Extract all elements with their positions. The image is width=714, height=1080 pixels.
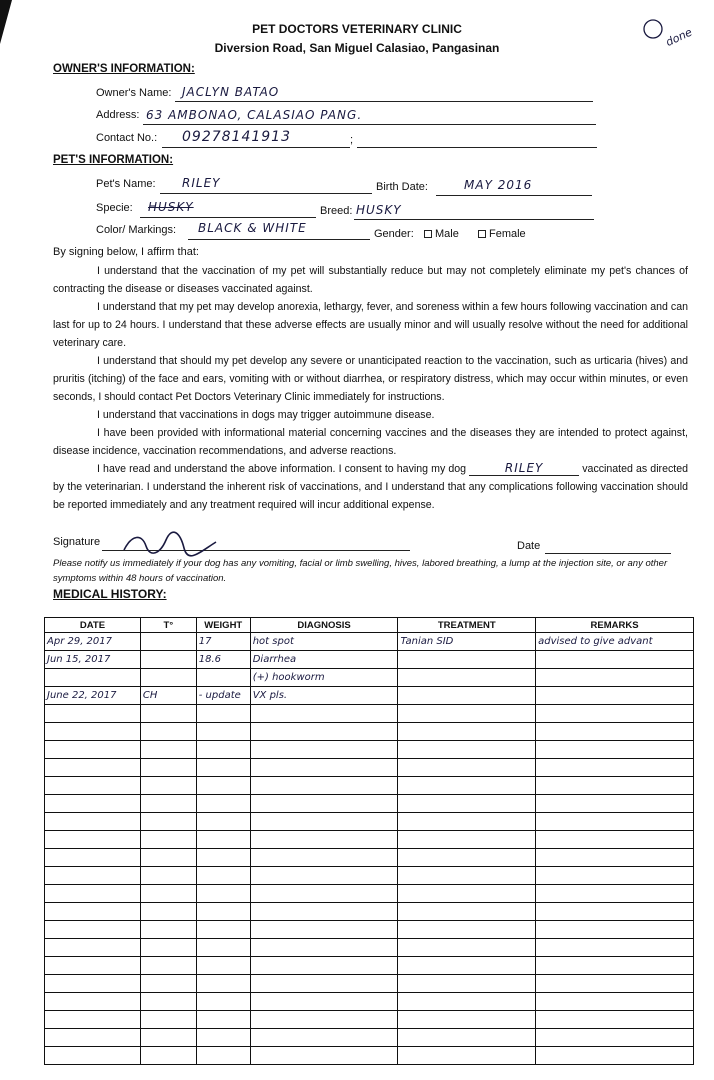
table-cell[interactable]	[536, 993, 694, 1011]
table-cell[interactable]	[140, 885, 196, 903]
table-row	[45, 1047, 694, 1065]
consent-p6-after: vaccinated as directed by the veterinarian. I understand the inherent risk of vaccinations, and I understand that any complications following vaccination should be reported immediately and any treatment required will incur additional expense.	[53, 463, 688, 511]
table-cell[interactable]	[536, 885, 694, 903]
table-cell[interactable]	[196, 993, 250, 1011]
table-cell[interactable]	[398, 651, 536, 669]
gender-male-option[interactable]	[424, 228, 459, 240]
birth-date-label: Birth Date:	[376, 181, 428, 193]
table-cell[interactable]	[536, 759, 694, 777]
table-cell[interactable]	[536, 975, 694, 993]
table-row	[45, 975, 694, 993]
table-cell[interactable]	[250, 903, 398, 921]
table-cell[interactable]: Diarrhea	[250, 651, 398, 669]
column-header: WEIGHT	[196, 618, 250, 633]
specie-value[interactable]: HUSKY	[148, 200, 194, 214]
table-cell[interactable]: hot spot	[250, 633, 398, 651]
table-cell[interactable]	[398, 975, 536, 993]
breed-label: Breed:	[320, 205, 353, 217]
table-cell[interactable]	[196, 921, 250, 939]
owner-name-line	[175, 101, 593, 102]
table-cell[interactable]: Jun 15, 2017	[45, 651, 141, 669]
gender-label: Gender:	[374, 228, 414, 240]
table-cell[interactable]	[536, 867, 694, 885]
table-row	[45, 849, 694, 867]
table-cell[interactable]	[398, 957, 536, 975]
table-cell[interactable]: advised to give advant	[536, 633, 694, 651]
table-cell[interactable]	[140, 939, 196, 957]
table-cell[interactable]	[45, 885, 141, 903]
table-cell[interactable]: June 22, 2017	[45, 687, 141, 705]
table-row	[45, 669, 694, 687]
table-cell[interactable]	[536, 1047, 694, 1065]
table-cell[interactable]	[536, 957, 694, 975]
table-cell[interactable]	[196, 1011, 250, 1029]
table-cell[interactable]	[536, 741, 694, 759]
signature-label: Signature	[53, 536, 101, 548]
table-cell[interactable]	[45, 741, 141, 759]
table-cell[interactable]	[250, 993, 398, 1011]
table-cell[interactable]	[536, 903, 694, 921]
table-cell[interactable]	[250, 741, 398, 759]
owner-name-label: Owner's Name:	[96, 87, 172, 99]
owner-address-line	[143, 124, 596, 125]
table-cell[interactable]	[140, 651, 196, 669]
gender-female-option[interactable]	[478, 228, 526, 240]
table-cell[interactable]	[536, 669, 694, 687]
table-cell[interactable]	[250, 813, 398, 831]
table-cell[interactable]	[398, 1011, 536, 1029]
table-cell[interactable]	[45, 831, 141, 849]
table-cell[interactable]	[45, 813, 141, 831]
table-row	[45, 795, 694, 813]
table-cell[interactable]	[45, 669, 141, 687]
table-cell[interactable]	[196, 849, 250, 867]
consent-p6	[53, 460, 688, 514]
pet-name-line	[160, 193, 372, 194]
consent-p3: I understand that should my pet develop any severe or unanticipated reaction to the vaccination, such as urticaria (hives) and pruritis (itching) of the face and ears, vomiting with or without diarrhea, or respiratory distress, which may occur within minutes, or even seconds, I should contact Pet Doctors Veterinary Clinic immediately for instructions.	[53, 355, 688, 403]
table-cell[interactable]	[398, 777, 536, 795]
table-cell[interactable]	[140, 921, 196, 939]
table-cell[interactable]	[140, 705, 196, 723]
table-cell[interactable]	[250, 957, 398, 975]
date-line	[545, 553, 671, 554]
table-cell[interactable]	[536, 921, 694, 939]
table-cell[interactable]	[140, 1047, 196, 1065]
table-cell[interactable]	[140, 993, 196, 1011]
consent-paragraphs	[53, 262, 688, 514]
column-header: DATE	[45, 618, 141, 633]
table-cell[interactable]	[250, 1047, 398, 1065]
specie-label: Specie:	[96, 202, 133, 214]
table-cell[interactable]	[140, 957, 196, 975]
consent-p5: I have been provided with informational material concerning vaccines and the diseases they are intended to protect against, disease incidence, vaccination recommendations, and adverse reactions.	[53, 427, 688, 457]
table-row	[45, 993, 694, 1011]
contact-value[interactable]: 09278141913	[182, 129, 291, 145]
table-cell[interactable]	[140, 759, 196, 777]
table-cell[interactable]	[250, 759, 398, 777]
table-cell[interactable]	[398, 687, 536, 705]
medical-history-table	[44, 617, 694, 1065]
table-cell[interactable]: (+) hookworm	[250, 669, 398, 687]
table-row	[45, 885, 694, 903]
table-cell[interactable]	[45, 957, 141, 975]
table-cell[interactable]	[398, 939, 536, 957]
table-cell[interactable]	[196, 957, 250, 975]
table-cell[interactable]: CH	[140, 687, 196, 705]
table-cell[interactable]	[536, 939, 694, 957]
table-cell[interactable]	[45, 1029, 141, 1047]
table-cell[interactable]	[196, 795, 250, 813]
table-cell[interactable]: 18.6	[196, 651, 250, 669]
table-cell[interactable]	[250, 975, 398, 993]
table-cell[interactable]	[398, 867, 536, 885]
table-cell[interactable]	[140, 777, 196, 795]
table-cell[interactable]	[140, 795, 196, 813]
birth-date-line	[436, 195, 592, 196]
table-row	[45, 831, 694, 849]
table-row	[45, 723, 694, 741]
table-cell[interactable]	[45, 903, 141, 921]
table-cell[interactable]	[536, 849, 694, 867]
table-cell[interactable]	[45, 777, 141, 795]
table-row	[45, 921, 694, 939]
table-cell[interactable]	[398, 741, 536, 759]
table-cell[interactable]	[398, 1047, 536, 1065]
female-label: Female	[489, 228, 526, 240]
table-cell[interactable]	[398, 705, 536, 723]
owner-address-value[interactable]: 63 AMBONAO, CALASIAO PANG.	[146, 108, 363, 122]
clinic-name: PET DOCTORS VETERINARY CLINIC	[252, 22, 462, 36]
table-cell[interactable]	[536, 687, 694, 705]
table-cell[interactable]	[45, 759, 141, 777]
table-cell[interactable]	[536, 1029, 694, 1047]
table-cell[interactable]	[250, 885, 398, 903]
table-cell[interactable]	[196, 777, 250, 795]
table-cell[interactable]	[45, 1047, 141, 1065]
table-cell[interactable]	[196, 867, 250, 885]
table-cell[interactable]	[398, 903, 536, 921]
table-cell[interactable]: Apr 29, 2017	[45, 633, 141, 651]
table-cell[interactable]	[45, 921, 141, 939]
table-cell[interactable]	[196, 903, 250, 921]
pet-name-label: Pet's Name:	[96, 178, 156, 190]
table-cell[interactable]	[45, 1011, 141, 1029]
table-cell[interactable]	[536, 723, 694, 741]
birth-date-value[interactable]: MAY 2016	[464, 178, 533, 192]
table-cell[interactable]	[140, 723, 196, 741]
table-cell[interactable]	[536, 705, 694, 723]
table-cell[interactable]	[196, 741, 250, 759]
table-cell[interactable]	[196, 831, 250, 849]
table-cell[interactable]	[140, 1029, 196, 1047]
table-row	[45, 759, 694, 777]
table-cell[interactable]	[45, 795, 141, 813]
table-cell[interactable]	[250, 1011, 398, 1029]
table-cell[interactable]	[398, 849, 536, 867]
table-cell[interactable]	[398, 669, 536, 687]
medical-section-title: MEDICAL HISTORY:	[53, 587, 167, 601]
table-row	[45, 705, 694, 723]
table-cell[interactable]	[140, 669, 196, 687]
color-line	[188, 239, 370, 240]
table-cell[interactable]	[398, 921, 536, 939]
table-cell[interactable]	[140, 813, 196, 831]
table-cell[interactable]	[250, 795, 398, 813]
table-row	[45, 777, 694, 795]
table-cell[interactable]	[140, 867, 196, 885]
table-cell[interactable]: - update	[196, 687, 250, 705]
table-row	[45, 939, 694, 957]
consent-p1: I understand that the vaccination of my pet will substantially reduce but may not completely eliminate my pet's chances of contracting the disease or diseases vaccinated against.	[53, 265, 688, 295]
table-cell[interactable]	[196, 813, 250, 831]
contact-separator: ;	[350, 134, 354, 146]
consent-p6-before: I have read and understand the above information. I consent to having my dog	[97, 463, 467, 475]
done-stamp-icon	[640, 14, 704, 50]
column-header: T°	[140, 618, 196, 633]
table-cell[interactable]	[250, 705, 398, 723]
table-cell[interactable]	[196, 723, 250, 741]
table-row	[45, 741, 694, 759]
owner-section-title: OWNER'S INFORMATION:	[53, 63, 195, 75]
table-header-row	[45, 618, 694, 633]
table-cell[interactable]	[536, 813, 694, 831]
female-checkbox[interactable]	[478, 230, 486, 238]
table-cell[interactable]	[140, 831, 196, 849]
table-cell[interactable]	[196, 669, 250, 687]
table-cell[interactable]	[250, 867, 398, 885]
signature-scribble[interactable]	[120, 530, 220, 558]
table-cell[interactable]	[140, 741, 196, 759]
table-cell[interactable]	[250, 1029, 398, 1047]
color-label: Color/ Markings:	[96, 224, 177, 236]
table-cell[interactable]	[398, 795, 536, 813]
pet-name-value[interactable]: RILEY	[182, 176, 221, 190]
table-row	[45, 687, 694, 705]
table-row	[45, 867, 694, 885]
table-cell[interactable]	[45, 939, 141, 957]
table-cell[interactable]: VX pls.	[250, 687, 398, 705]
table-cell[interactable]	[398, 831, 536, 849]
table-row	[45, 1029, 694, 1047]
table-cell[interactable]	[398, 813, 536, 831]
table-cell[interactable]	[45, 849, 141, 867]
male-checkbox[interactable]	[424, 230, 432, 238]
table-cell[interactable]	[140, 1011, 196, 1029]
table-cell[interactable]	[536, 651, 694, 669]
column-header: REMARKS	[536, 618, 694, 633]
consent-p4: I understand that vaccinations in dogs may trigger autoimmune disease.	[97, 409, 435, 421]
table-cell[interactable]	[250, 777, 398, 795]
table-cell[interactable]	[398, 1029, 536, 1047]
table-cell[interactable]	[398, 885, 536, 903]
date-label: Date	[517, 540, 541, 552]
consent-p2: I understand that my pet may develop anorexia, lethargy, fever, and soreness within a few hours following vaccination and can last for up to 24 hours. I understand that these adverse effects are usually minor and will usually resolve without the need for additional veterinary care.	[53, 301, 688, 349]
table-cell[interactable]	[398, 723, 536, 741]
owner-address-label: Address:	[96, 109, 140, 121]
table-row	[45, 633, 694, 651]
table-cell[interactable]	[398, 993, 536, 1011]
table-cell[interactable]	[536, 831, 694, 849]
table-cell[interactable]	[536, 795, 694, 813]
breed-line	[354, 219, 594, 220]
table-cell[interactable]: Tanian SID	[398, 633, 536, 651]
specie-line	[140, 217, 316, 218]
table-row	[45, 903, 694, 921]
table-cell[interactable]	[196, 705, 250, 723]
table-cell[interactable]	[196, 975, 250, 993]
table-row	[45, 1011, 694, 1029]
table-row	[45, 813, 694, 831]
table-cell[interactable]	[398, 759, 536, 777]
color-value[interactable]: BLACK & WHITE	[198, 221, 307, 235]
done-stamp-text: done	[663, 25, 695, 49]
table-cell[interactable]	[536, 777, 694, 795]
table-cell[interactable]	[250, 939, 398, 957]
table-cell[interactable]	[140, 975, 196, 993]
consent-intro: By signing below, I affirm that:	[53, 246, 199, 258]
table-cell[interactable]	[196, 1029, 250, 1047]
table-cell[interactable]	[196, 885, 250, 903]
contact-label: Contact No.:	[96, 132, 158, 144]
table-cell[interactable]	[196, 1047, 250, 1065]
table-cell[interactable]	[140, 849, 196, 867]
pet-section-title: PET'S INFORMATION:	[53, 154, 174, 166]
column-header: DIAGNOSIS	[250, 618, 398, 633]
table-cell[interactable]	[536, 1011, 694, 1029]
table-cell[interactable]	[250, 723, 398, 741]
table-row	[45, 651, 694, 669]
table-cell[interactable]	[250, 849, 398, 867]
table-cell[interactable]	[45, 723, 141, 741]
table-row	[45, 957, 694, 975]
breed-value[interactable]: HUSKY	[356, 203, 402, 217]
table-cell[interactable]	[45, 867, 141, 885]
consent-dog-name[interactable]: RILEY	[469, 461, 579, 476]
contact-line-2	[357, 147, 597, 148]
table-cell[interactable]	[45, 975, 141, 993]
contact-line	[162, 147, 350, 148]
table-cell[interactable]	[250, 831, 398, 849]
clinic-address: Diversion Road, San Miguel Calasiao, Pangasinan	[214, 41, 500, 55]
table-cell[interactable]	[196, 939, 250, 957]
table-cell[interactable]	[45, 705, 141, 723]
owner-name-value[interactable]: JACLYN BATAO	[182, 85, 280, 99]
notify-text: Please notify us immediately if your dog has any vomiting, facial or limb swelling, hives, labored breathing, a lump at the injection site, or any other symptoms within 48 hours of vaccination.	[53, 558, 668, 584]
table-cell[interactable]	[196, 759, 250, 777]
column-header: TREATMENT	[398, 618, 536, 633]
table-cell[interactable]: 17	[196, 633, 250, 651]
table-cell[interactable]	[140, 903, 196, 921]
male-label: Male	[435, 228, 459, 240]
table-cell[interactable]	[250, 921, 398, 939]
table-cell[interactable]	[45, 993, 141, 1011]
table-cell[interactable]	[140, 633, 196, 651]
